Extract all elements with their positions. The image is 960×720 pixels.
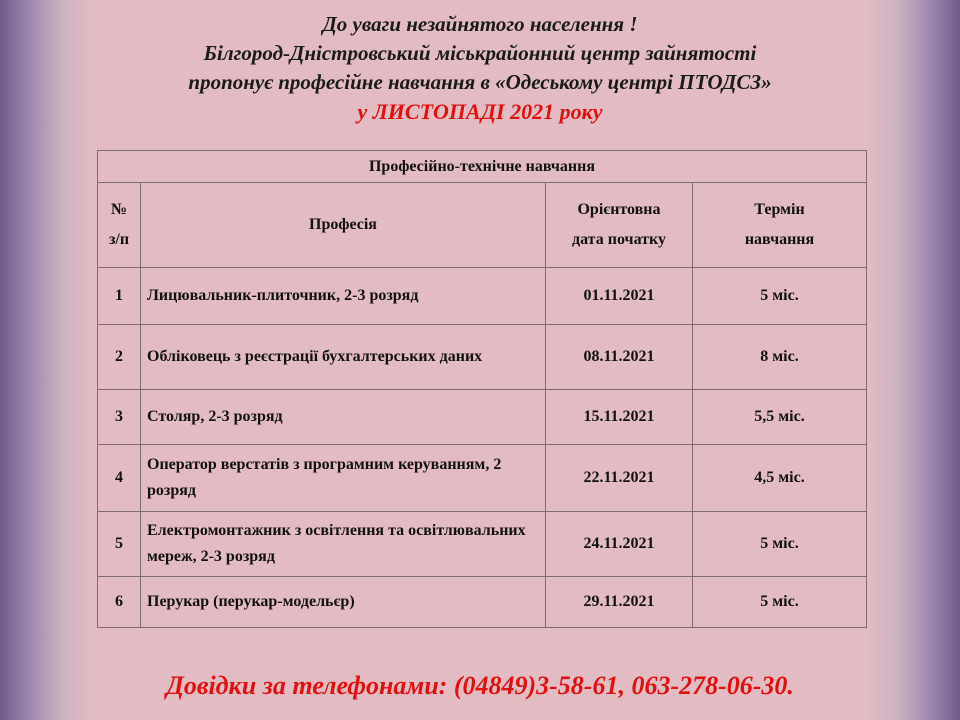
header-num-line1: №	[110, 201, 128, 218]
row-num: 4	[98, 445, 141, 512]
row-num: 2	[98, 325, 141, 390]
row-profession: Оператор верстатів з програмним керуванням, 2 розряд	[141, 445, 546, 512]
row-num: 5	[98, 512, 141, 577]
row-profession: Перукар (перукар-модельєр)	[141, 577, 546, 628]
row-date: 22.11.2021	[546, 445, 693, 512]
training-table	[97, 150, 867, 628]
row-num: 6	[98, 577, 141, 628]
header-term-line1: Термін	[754, 201, 805, 218]
row-term: 5,5 міс.	[693, 390, 867, 445]
row-date: 08.11.2021	[546, 325, 693, 390]
table-row	[98, 268, 867, 325]
table-row	[98, 445, 867, 512]
table-row	[98, 512, 867, 577]
header-num	[98, 183, 141, 268]
row-profession: Лицювальник-плиточник, 2-3 розряд	[141, 268, 546, 325]
header-line-attention: До уваги незайнятого населення !	[322, 12, 638, 36]
table-section-row	[98, 151, 867, 183]
row-profession: Електромонтажник з освітлення та освітлювальних мереж, 2-3 розряд	[141, 512, 546, 577]
header-offer-organization: «Одеському центрі ПТОДСЗ»	[495, 70, 772, 94]
table-section-title: Професійно-технічне навчання	[98, 151, 867, 183]
header-date	[546, 183, 693, 268]
announcement-header	[0, 10, 960, 126]
table-row	[98, 577, 867, 628]
row-term: 5 міс.	[693, 577, 867, 628]
header-date-line1: Орієнтовна	[577, 201, 661, 218]
row-term: 4,5 міс.	[693, 445, 867, 512]
contact-phones: Довідки за телефонами: (04849)3-58-61, 063-278-06-30.	[166, 671, 794, 700]
row-profession: Обліковець з реєстрації бухгалтерських даних	[141, 325, 546, 390]
row-date: 24.11.2021	[546, 512, 693, 577]
row-date: 29.11.2021	[546, 577, 693, 628]
header-term-line2: навчання	[744, 231, 815, 248]
row-term: 5 міс.	[693, 512, 867, 577]
header-term	[693, 183, 867, 268]
header-num-line2: з/п	[108, 231, 130, 248]
row-date: 15.11.2021	[546, 390, 693, 445]
row-term: 5 міс.	[693, 268, 867, 325]
header-date-line2: дата початку	[572, 231, 666, 248]
header-line-center-name: Білгород-Дністровський міськрайонний центр зайнятості	[203, 41, 757, 65]
table-row	[98, 325, 867, 390]
header-line-month: у ЛИСТОПАДІ 2021 року	[357, 99, 603, 124]
table-header-row	[98, 183, 867, 268]
header-line-offer	[0, 68, 960, 97]
header-offer-prefix: пропонує професійне навчання в	[188, 70, 496, 94]
row-date: 01.11.2021	[546, 268, 693, 325]
row-profession: Столяр, 2-3 розряд	[141, 390, 546, 445]
row-num: 3	[98, 390, 141, 445]
row-term: 8 міс.	[693, 325, 867, 390]
table-row	[98, 390, 867, 445]
header-profession: Професія	[141, 183, 546, 268]
row-num: 1	[98, 268, 141, 325]
